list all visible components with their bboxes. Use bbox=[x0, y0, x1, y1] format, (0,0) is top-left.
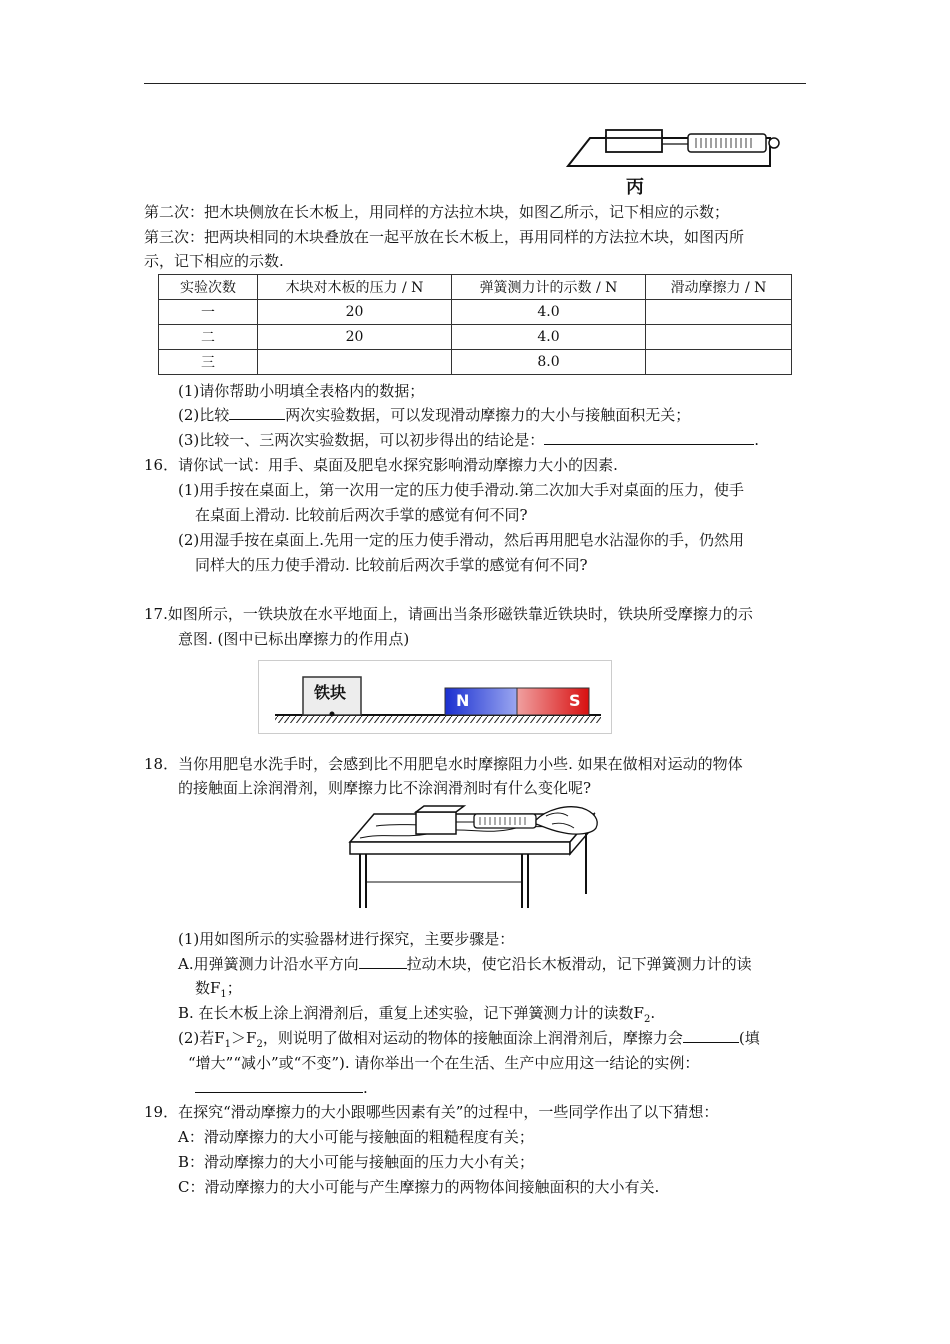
figure-bing-label: 丙 bbox=[626, 177, 644, 198]
q15-third-trial-line1: 第三次：把两块相同的木块叠放在一起平放在长木板上，再用同样的方法拉木块，如图丙所 bbox=[144, 228, 745, 246]
q16-p2-line2: 同样大的压力使手滑动. 比较前后两次手掌的感觉有何不同? bbox=[195, 556, 588, 574]
q18-s2-line1 bbox=[178, 1028, 760, 1055]
q18-s2-a: (2)若F bbox=[178, 1029, 225, 1047]
answer-blank[interactable] bbox=[229, 405, 285, 420]
q18-s2-c: ，则说明了做相对运动的物体的接触面涂上润滑剂后，摩擦力会 bbox=[262, 1029, 683, 1047]
subscript: 1 bbox=[220, 989, 227, 1000]
q15-sub3 bbox=[178, 430, 759, 450]
iron-block-label: 铁块 bbox=[314, 683, 347, 702]
answer-blank[interactable] bbox=[359, 954, 407, 969]
subscript: 1 bbox=[224, 1039, 232, 1050]
answer-blank[interactable] bbox=[683, 1028, 739, 1043]
q16-p2-line1: (2)用湿手按在桌面上.先用一定的压力使手滑动，然后再用肥皂水沾湿你的手，仍然用 bbox=[178, 531, 745, 549]
figure-bing-drawing bbox=[560, 124, 790, 204]
q15-sub2 bbox=[178, 405, 690, 425]
experiment-table bbox=[158, 274, 792, 375]
q18-sA-pre: A.用弹簧测力计沿水平方向 bbox=[178, 955, 359, 973]
q18-sA2-pre: 数F bbox=[195, 979, 221, 997]
q19-title: 19．在探究“滑动摩擦力的大小跟哪些因素有关”的过程中，一些同学作出了以下猜想： bbox=[144, 1103, 719, 1121]
subscript: 2 bbox=[643, 1014, 651, 1025]
table-cell: 4.0 bbox=[452, 300, 646, 325]
q18-sA-line1 bbox=[178, 954, 752, 974]
q17-line1: 17.如图所示，一铁块放在水平地面上，请画出当条形磁铁靠近铁块时，铁块所受摩擦力的示 bbox=[144, 605, 753, 623]
q18-s2-end: . bbox=[363, 1079, 368, 1097]
figure-table-friction bbox=[346, 802, 604, 910]
table-header: 弹簧测力计的示数 / N bbox=[452, 275, 646, 300]
figure-table-friction-drawing bbox=[346, 802, 604, 910]
magnet-s-label: S bbox=[569, 691, 581, 710]
q15-sub3-pre: (3)比较一、三两次实验数据，可以初步得出的结论是： bbox=[178, 431, 545, 449]
q18-s2-line3 bbox=[195, 1078, 368, 1098]
q18-line1: 18．当你用肥皂水洗手时，会感到比不用肥皂水时摩擦阻力小些. 如果在做相对运动的物体 bbox=[144, 755, 743, 773]
table-cell bbox=[646, 325, 792, 350]
q15-sub2-post: 两次实验数据，可以发现滑动摩擦力的大小与接触面积无关； bbox=[285, 406, 691, 424]
table-cell: 一 bbox=[159, 300, 258, 325]
magnet-n-label: N bbox=[456, 691, 470, 710]
q18-sA-post: 拉动木块，使它沿长木板滑动，记下弹簧测力计的读 bbox=[406, 955, 752, 973]
q15-sub3-post: . bbox=[754, 431, 760, 449]
q18-sB-post: . bbox=[650, 1004, 656, 1022]
table-cell: 4.0 bbox=[452, 325, 646, 350]
table-header: 滑动摩擦力 / N bbox=[646, 275, 792, 300]
q18-line2: 的接触面上涂润滑剂，则摩擦力比不涂润滑剂时有什么变化呢? bbox=[178, 779, 592, 797]
table-header: 木块对木板的压力 / N bbox=[258, 275, 452, 300]
table-cell bbox=[258, 350, 452, 375]
q18-s2-b: ＞F bbox=[231, 1029, 257, 1047]
q18-sB-pre: B. 在长木板上涂上润滑剂后，重复上述实验，记下弹簧测力计的读数F bbox=[178, 1004, 644, 1022]
answer-blank[interactable] bbox=[544, 430, 754, 445]
q16-p1-line2: 在桌面上滑动. 比较前后两次手掌的感觉有何不同? bbox=[195, 506, 528, 524]
q19-guess-b: B：滑动摩擦力的大小可能与接触面的压力大小有关； bbox=[178, 1153, 535, 1171]
q16-p1-line1: (1)用手按在桌面上，第一次用一定的压力使手滑动.第二次加大手对桌面的压力，使手 bbox=[178, 481, 745, 499]
figure-bing bbox=[560, 124, 790, 204]
q15-sub1: (1)请你帮助小明填全表格内的数据； bbox=[178, 382, 425, 400]
q15-second-trial: 第二次：把木块侧放在长木板上，用同样的方法拉木块，如图乙所示，记下相应的示数； bbox=[144, 203, 730, 221]
q19-guess-a: A：滑动摩擦力的大小可能与接触面的粗糙程度有关； bbox=[178, 1128, 534, 1146]
table-cell: 二 bbox=[159, 325, 258, 350]
q18-s1: (1)用如图所示的实验器材进行探究，主要步骤是： bbox=[178, 930, 515, 948]
figure-iron-magnet bbox=[258, 660, 612, 734]
table-cell bbox=[646, 350, 792, 375]
table-row bbox=[159, 350, 792, 375]
q18-sB bbox=[178, 1003, 655, 1030]
q15-third-trial-line2: 示，记下相应的示数. bbox=[144, 252, 284, 270]
table-cell: 三 bbox=[159, 350, 258, 375]
answer-blank[interactable] bbox=[195, 1078, 363, 1093]
q17-line2: 意图. (图中已标出摩擦力的作用点) bbox=[178, 630, 410, 648]
table-header-row bbox=[159, 275, 792, 300]
table-header: 实验次数 bbox=[159, 275, 258, 300]
q18-sA-line2 bbox=[195, 978, 242, 1005]
table-row bbox=[159, 300, 792, 325]
table-cell: 20 bbox=[258, 300, 452, 325]
q18-sA2-post: ； bbox=[226, 979, 242, 997]
q16-title: 16．请你试一试：用手、桌面及肥皂水探究影响滑动摩擦力大小的因素. bbox=[144, 456, 618, 474]
table-cell: 8.0 bbox=[452, 350, 646, 375]
subscript: 2 bbox=[256, 1039, 263, 1050]
table-row bbox=[159, 325, 792, 350]
q19-guess-c: C：滑动摩擦力的大小可能与产生摩擦力的两物体间接触面积的大小有关. bbox=[178, 1178, 660, 1196]
table-cell: 20 bbox=[258, 325, 452, 350]
figure-iron-magnet-drawing bbox=[259, 661, 611, 733]
q18-s2-d: (填 bbox=[738, 1029, 760, 1047]
q18-s2-line2: “增大”“减小”或“不变”). 请你举出一个在生活、生产中应用这一结论的实例： bbox=[188, 1054, 700, 1072]
table-cell bbox=[646, 300, 792, 325]
header-rule bbox=[144, 83, 806, 84]
q15-sub2-pre: (2)比较 bbox=[178, 406, 230, 424]
